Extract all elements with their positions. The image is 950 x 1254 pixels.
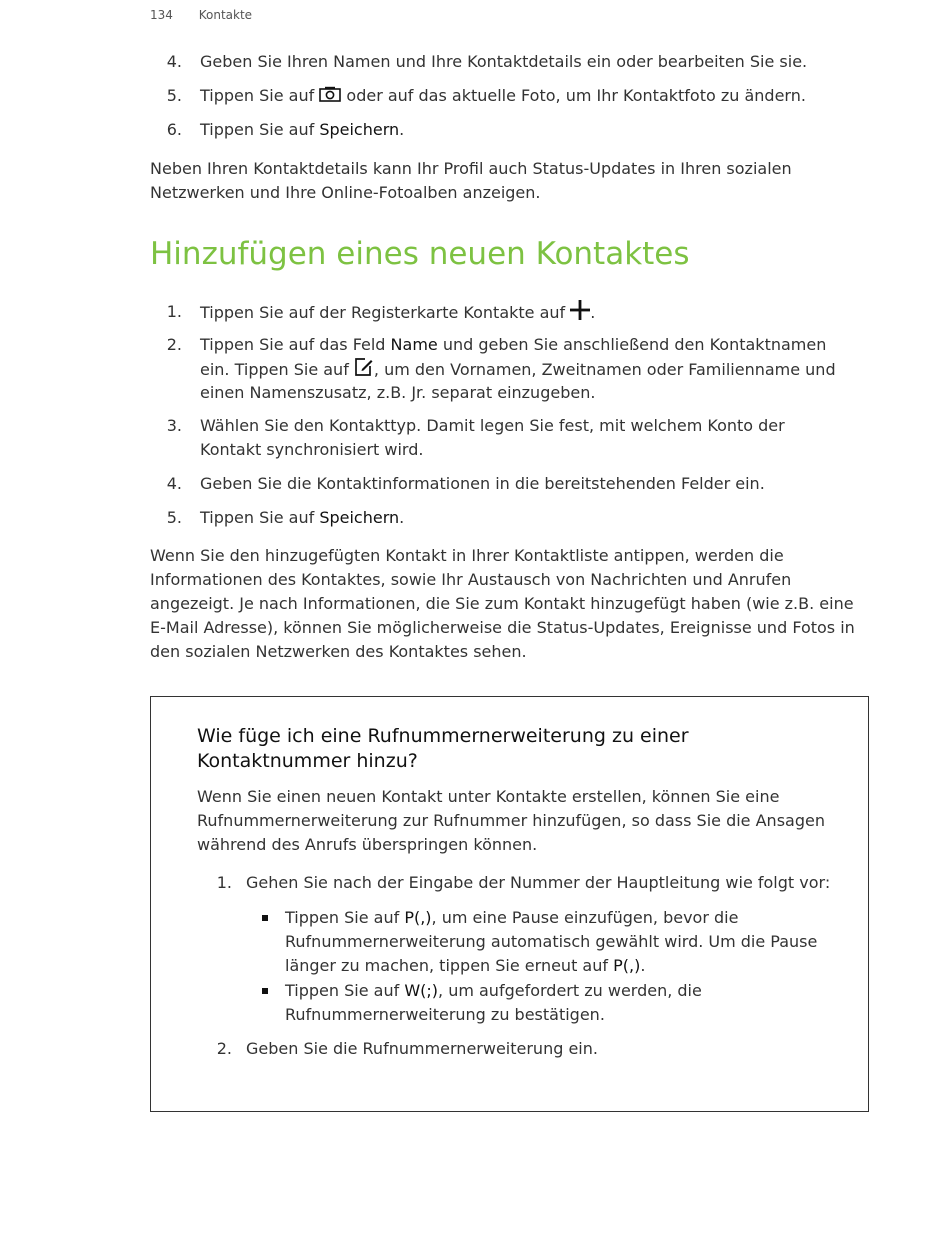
bold-term: P(,) — [613, 956, 641, 975]
step-text-part: . — [590, 303, 596, 322]
tip-paragraph: Wenn Sie einen neuen Kontakt unter Kontakte erstellen, können Sie eine Rufnummernerweiterung zur Rufnummer hinzufügen, so dass Sie die Ansagen während des Anrufs überspringen können. — [197, 787, 825, 854]
step-text-line: Kontakt synchronisiert wird. — [200, 440, 424, 459]
step-text: Gehen Sie nach der Eingabe der Nummer der Hauptleitung wie folgt vor: — [246, 873, 831, 892]
step-text: Geben Sie die Kontaktinformationen in die bereitstehenden Felder ein. — [200, 474, 765, 493]
step-text — [200, 84, 806, 109]
step-text — [200, 506, 404, 530]
bold-term: W(;) — [404, 981, 439, 1000]
bullet-line: Rufnummernerweiterung automatisch gewählt wird. Um die Pause — [285, 932, 818, 951]
step-number: 5. — [166, 86, 182, 105]
bullet-line — [285, 954, 645, 978]
bullet-text-part: , um eine Pause einzufügen, bevor die — [431, 908, 739, 927]
step-text-part: Tippen Sie auf — [200, 508, 320, 527]
step-text-part: Tippen Sie auf der Registerkarte Kontakte auf — [200, 303, 571, 322]
step-number: 2. — [216, 1039, 232, 1058]
step-text-part: Tippen Sie auf — [200, 120, 320, 139]
step-number: 3. — [166, 416, 182, 435]
step-number: 4. — [166, 52, 182, 71]
bullet-marker — [262, 915, 268, 921]
page-header — [150, 8, 252, 22]
camera-icon — [319, 85, 341, 109]
list-item — [160, 333, 870, 405]
plus-icon — [570, 300, 590, 327]
bold-term: Speichern — [319, 120, 400, 139]
list-item — [262, 906, 852, 978]
step-text-part: und geben Sie anschließend den Kontaktnamen — [437, 335, 827, 354]
step-text-line — [200, 333, 826, 357]
step-text-part: . — [399, 120, 405, 139]
step-text-line: einen Namenszusatz, z.B. Jr. separat einzugeben. — [200, 383, 596, 402]
section-name: Kontakte — [198, 8, 253, 22]
step-text: Geben Sie die Rufnummernerweiterung ein. — [246, 1039, 598, 1058]
result-paragraph: Wenn Sie den hinzugefügten Kontakt in Ihrer Kontaktliste antippen, werden die Informationen des Kontaktes, sowie Ihr Austausch von Nachrichten und Anrufen angezeigt. Je nach Informationen, die Sie zum Kontakt hinzugefügt haben (wie z.B. eine E-Mail Adresse), können Sie möglicherweise die Status-Updates, Ereignisse und Fotos in den sozialen Netzwerken des Kontaktes sehen. — [150, 546, 855, 661]
bullet-text-part: Tippen Sie auf — [285, 908, 405, 927]
bold-term: Name — [390, 335, 438, 354]
list-item — [160, 414, 870, 462]
section-title: Hinzufügen eines neuen Kontaktes — [150, 236, 690, 272]
tip-title-line: Kontaktnummer hinzu? — [197, 750, 418, 772]
bold-term: P(,) — [404, 908, 432, 927]
step-number: 2. — [166, 335, 182, 354]
bullet-text-part: . — [640, 956, 646, 975]
bold-term: Speichern — [319, 508, 400, 527]
bullet-line: Rufnummernerweiterung zu bestätigen. — [285, 1005, 605, 1024]
step-text-part: oder auf das aktuelle Foto, um Ihr Kontaktfoto zu ändern. — [341, 86, 806, 105]
edit-icon — [354, 357, 374, 384]
list-item — [262, 979, 852, 1027]
intro-paragraph: Neben Ihren Kontaktdetails kann Ihr Profil auch Status-Updates in Ihren sozialen Netzwerken und Ihre Online-Fotoalben anzeigen. — [150, 159, 792, 202]
step-text — [200, 118, 404, 142]
step-text: Geben Sie Ihren Namen und Ihre Kontaktdetails ein oder bearbeiten Sie sie. — [200, 52, 808, 71]
step-number: 5. — [166, 508, 182, 527]
step-number: 1. — [216, 873, 232, 892]
step-text-line — [200, 357, 836, 384]
step-text-part: Tippen Sie auf das Feld — [200, 335, 391, 354]
tip-title — [197, 724, 837, 774]
page-number: 134 — [150, 8, 173, 22]
bullet-text-part: länger zu machen, tippen Sie erneut auf — [285, 956, 614, 975]
step-number: 4. — [166, 474, 182, 493]
step-number: 6. — [166, 120, 182, 139]
bullet-line — [285, 906, 738, 930]
step-text-part: . — [399, 508, 405, 527]
bullet-text-part: Tippen Sie auf — [285, 981, 405, 1000]
bullet-marker — [262, 988, 268, 994]
step-number: 1. — [166, 302, 182, 321]
step-text-line: Wählen Sie den Kontakttyp. Damit legen Sie fest, mit welchem Konto der — [200, 416, 785, 435]
step-text-part: , um den Vornamen, Zweitnamen oder Familienname und — [373, 360, 836, 379]
bullet-line — [285, 979, 702, 1003]
step-text — [200, 300, 595, 327]
step-text-part: ein. Tippen Sie auf — [200, 360, 354, 379]
bullet-text-part: , um aufgefordert zu werden, die — [438, 981, 702, 1000]
tip-title-line: Wie füge ich eine Rufnummernerweiterung zu einer — [197, 725, 689, 747]
step-text-part: Tippen Sie auf — [200, 86, 320, 105]
